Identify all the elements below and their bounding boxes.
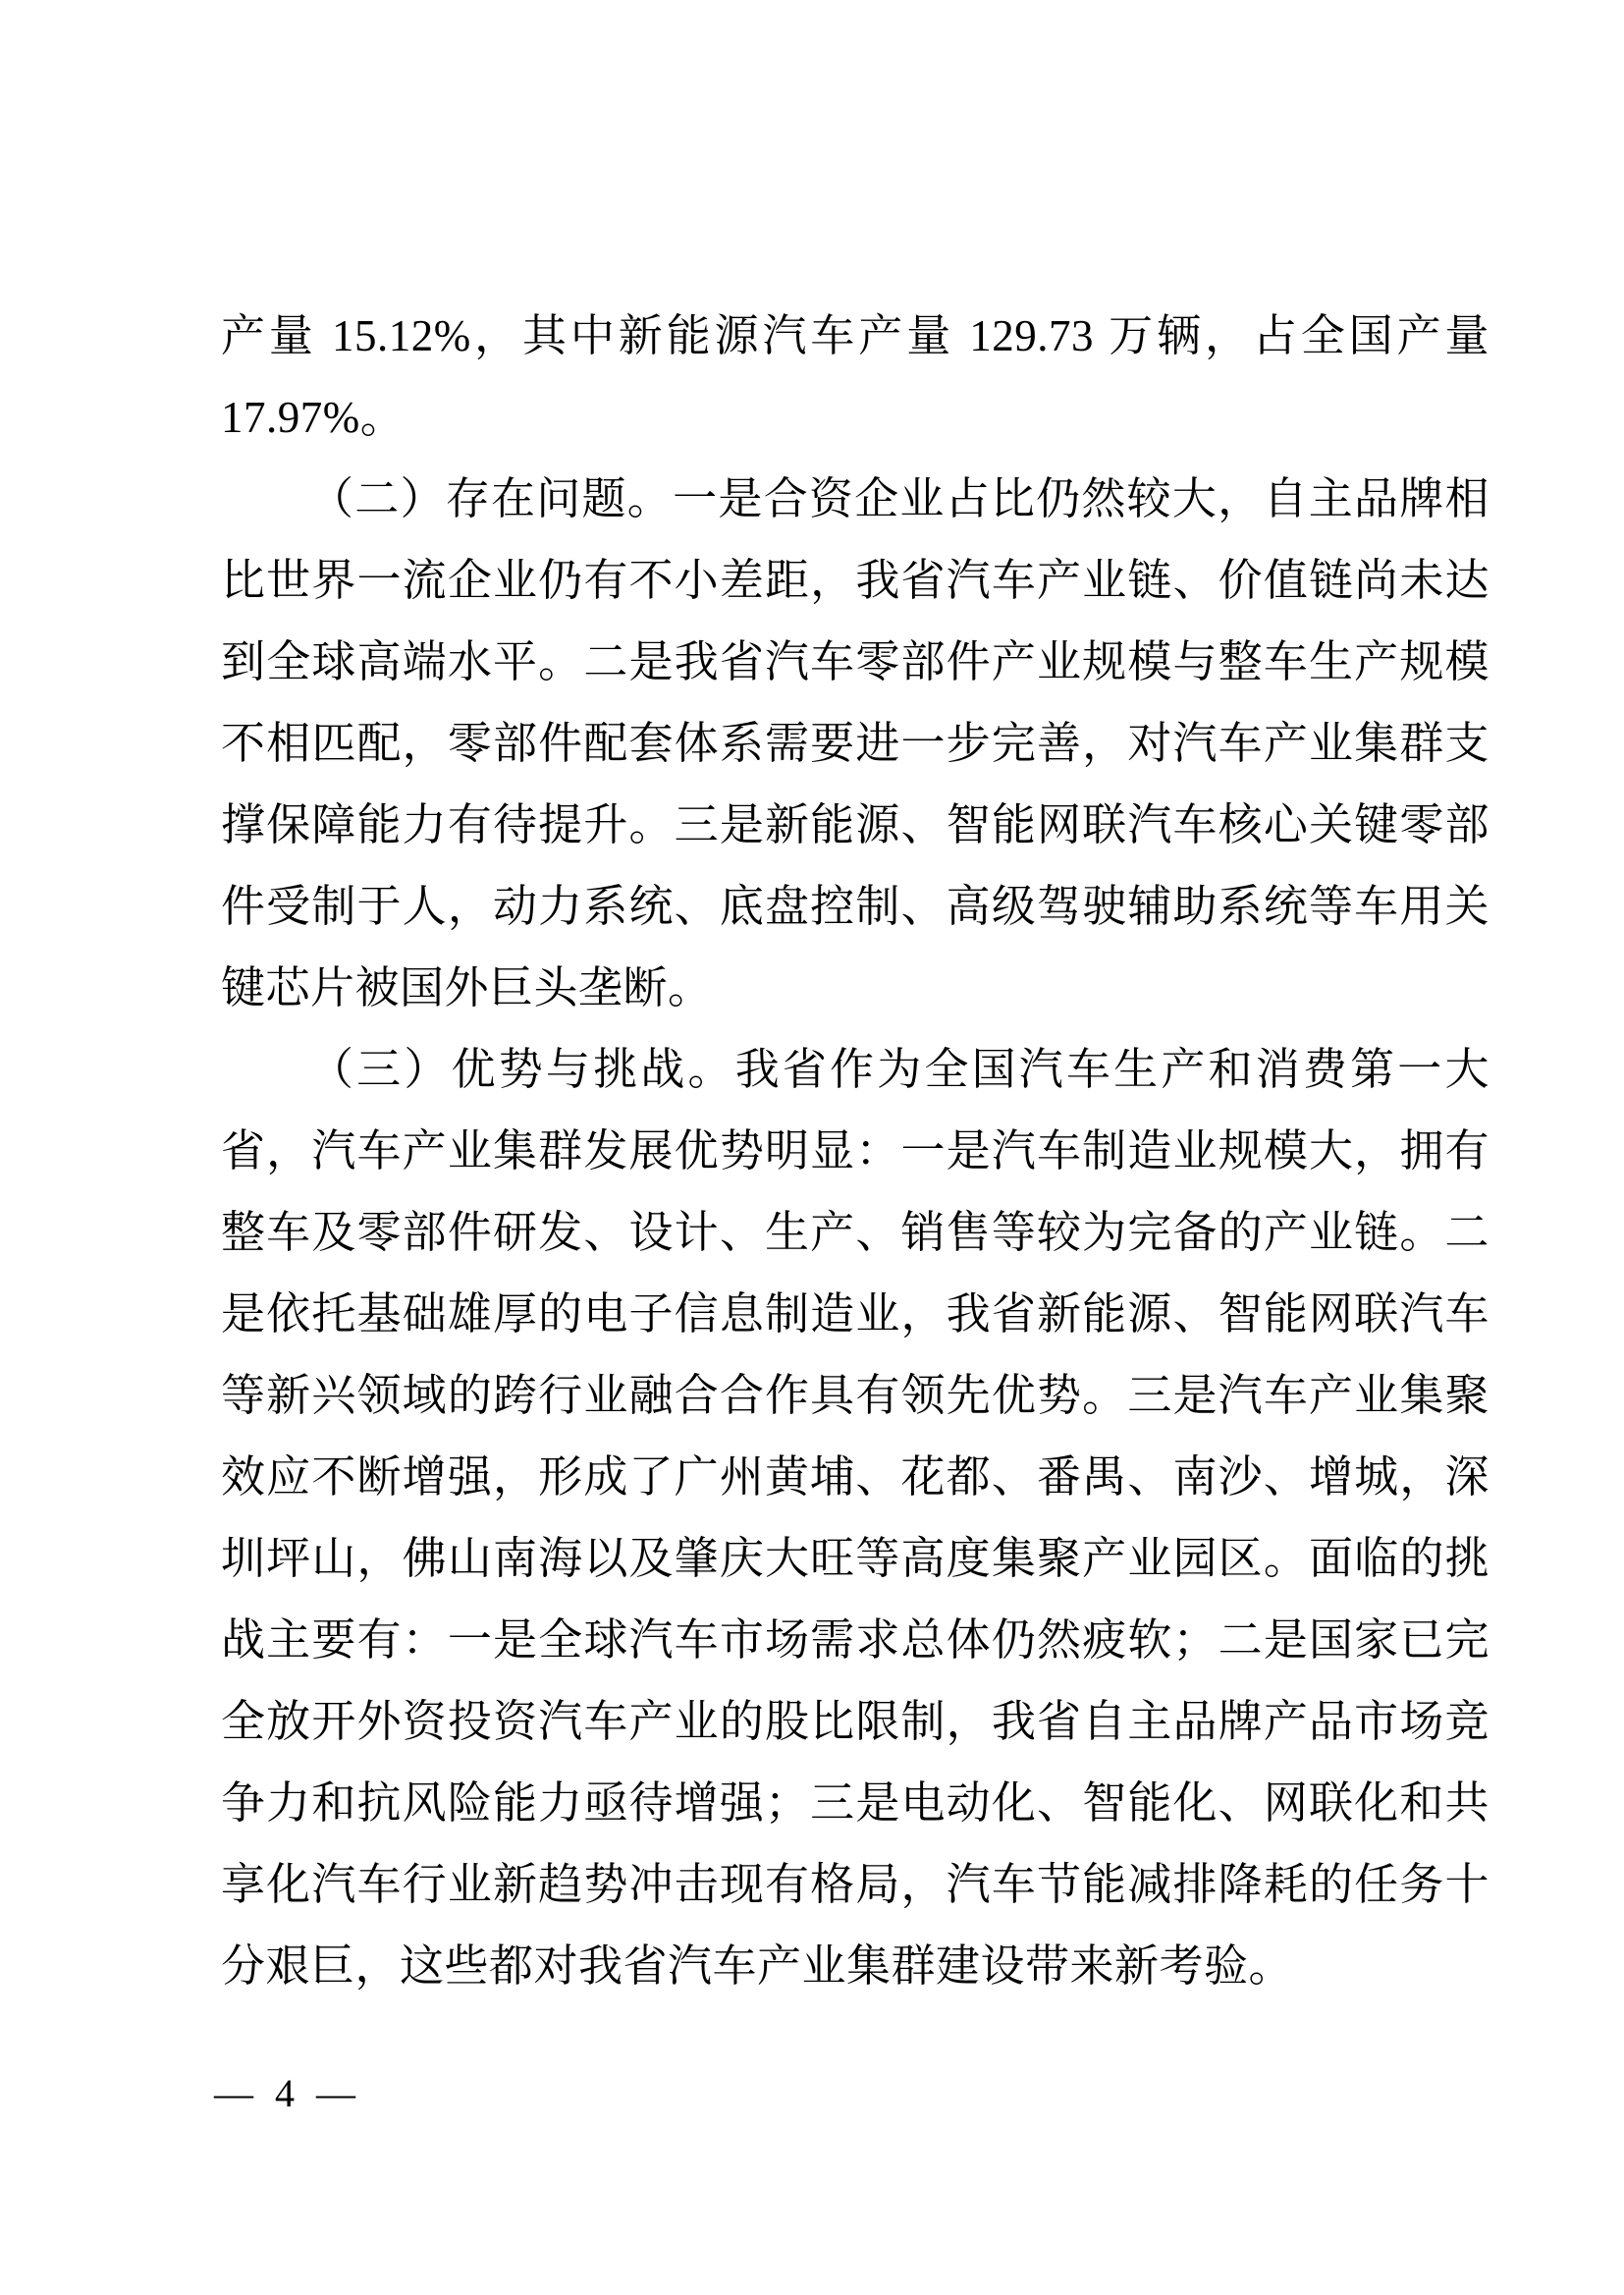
paragraph-advantages-challenges (221, 1029, 1489, 2007)
page-number: — 4 — (214, 2071, 361, 2115)
paragraph-text: 产量 15.12%，其中新能源汽车产量 129.73 万辆，占全国产量 17.97%。 (221, 311, 1489, 442)
paragraph-continuation (221, 296, 1489, 459)
paragraph-text: 我省作为全国汽车生产和消费第一大省，汽车产业集群发展优势明显：一是汽车制造业规模大，拥有整车及零部件研发、设计、生产、销售等较为完备的产业链。二是依托基础雄厚的电子信息制造业，我省新能源、智能网联汽车等新兴领域的跨行业融合合作具有领先优势。三是汽车产业集聚效应不断增强，形成了广州黄埔、花都、番禺、南沙、增城，深圳坪山，佛山南海以及肇庆大旺等高度集聚产业园区。面临的挑战主要有：一是全球汽车市场需求总体仍然疲软；二是国家已完全放开外资投资汽车产业的股比限制，我省自主品牌产品市场竞争力和抗风险能力亟待增强；三是电动化、智能化、网联化和共享化汽车行业新趋势冲击现有格局，汽车节能减排降耗的任务十分艰巨，这些都对我省汽车产业集群建设带来新考验。 (221, 1045, 1489, 1991)
page-footer (214, 2068, 361, 2119)
document-body (221, 296, 1489, 2007)
paragraph-problems (221, 459, 1489, 1029)
section-heading-2: （二）存在问题。 (309, 474, 674, 523)
section-heading-3: （三）优势与挑战。 (309, 1045, 735, 1094)
paragraph-text: 一是合资企业占比仍然较大，自主品牌相比世界一流企业仍有不小差距，我省汽车产业链、价值链尚未达到全球高端水平。二是我省汽车零部件产业规模与整车生产规模不相匹配，零部件配套体系需要进一步完善，对汽车产业集群支撑保障能力有待提升。三是新能源、智能网联汽车核心关键零部件受制于人，动力系统、底盘控制、高级驾驶辅助系统等车用关键芯片被国外巨头垄断。 (221, 474, 1489, 1012)
